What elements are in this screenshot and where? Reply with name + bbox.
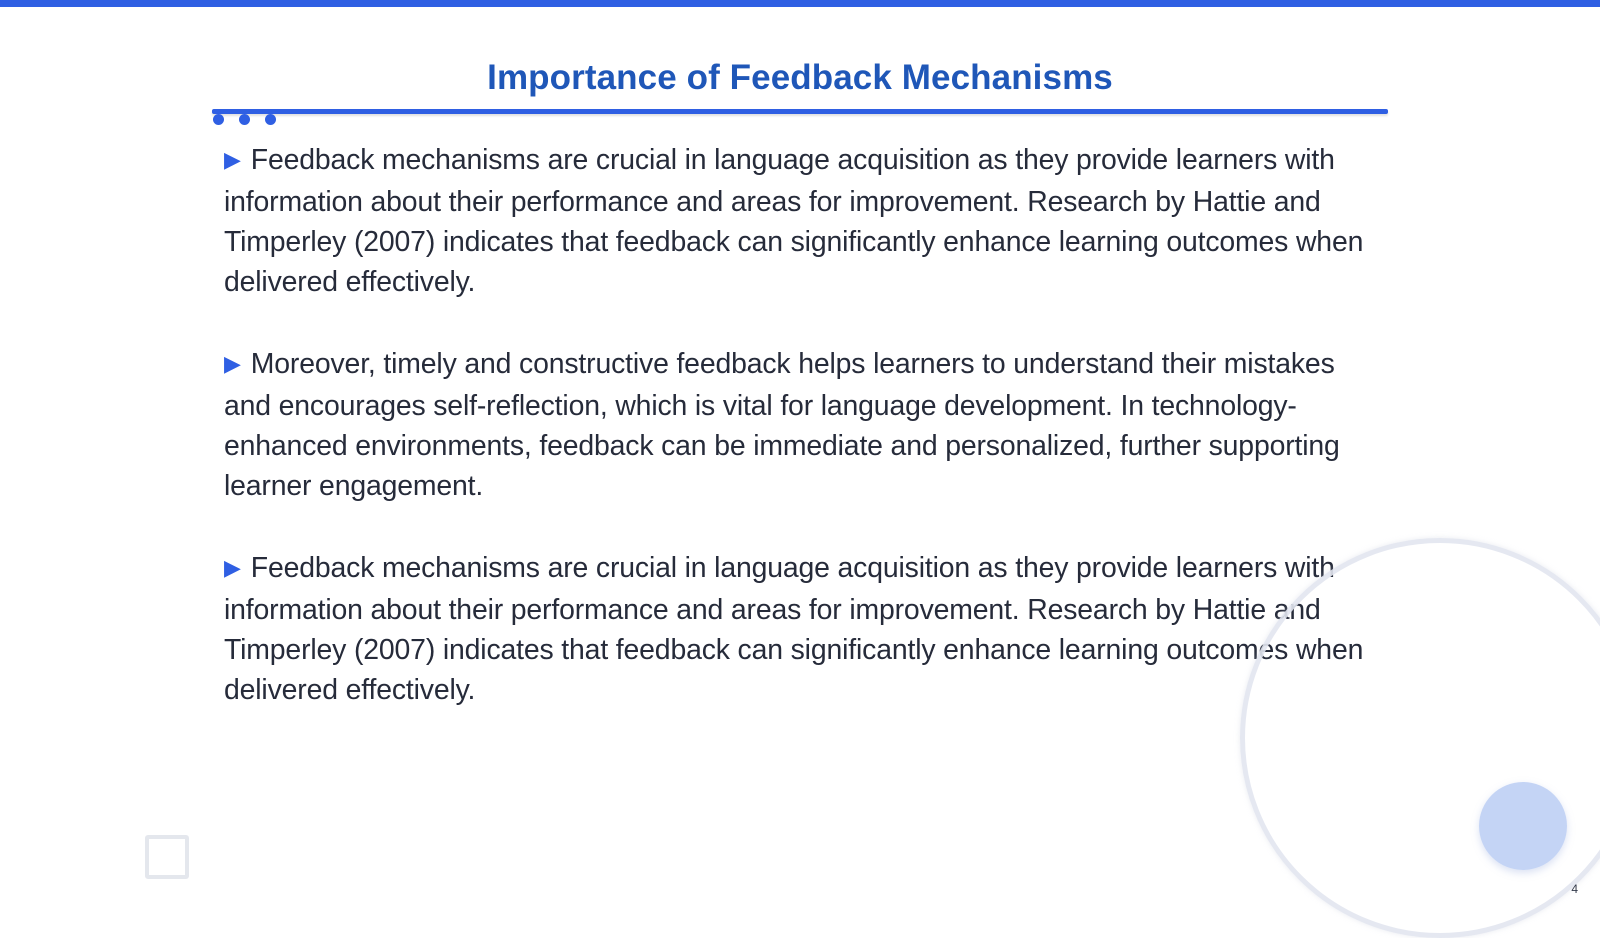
bullet-item <box>224 548 1384 710</box>
divider-dot <box>265 114 276 125</box>
divider-dot <box>239 114 250 125</box>
bullet-item <box>224 140 1384 302</box>
triangle-bullet-icon: ▶ <box>224 351 241 376</box>
bullet-text: Moreover, timely and constructive feedback helps learners to understand their mistakes and encourages self-reflection, which is vital for language development. In technology-enhanced environments, feedback can be immediate and personalized, further supporting learner engagement. <box>224 348 1340 502</box>
top-accent-bar <box>0 0 1600 7</box>
bullet-item <box>224 344 1384 506</box>
decorative-circle <box>1479 782 1567 870</box>
slide-title: Importance of Feedback Mechanisms <box>487 58 1113 97</box>
page-number: 4 <box>1571 882 1578 896</box>
title-divider <box>212 109 1388 114</box>
triangle-bullet-icon: ▶ <box>224 555 241 580</box>
triangle-bullet-icon: ▶ <box>224 147 241 172</box>
bullet-list <box>224 140 1384 752</box>
bullet-text: Feedback mechanisms are crucial in language acquisition as they provide learners with information about their performance and areas for improvement. Research by Hattie and Timperley (2007) indicates that feedback can significantly enhance learning outcomes when delivered effectively. <box>224 144 1364 298</box>
decorative-square <box>145 835 189 879</box>
bullet-text: Feedback mechanisms are crucial in language acquisition as they provide learners with information about their performance and areas for improvement. Research by Hattie and Timperley (2007) indicates that feedback can significantly enhance learning outcomes when delivered effectively. <box>224 552 1364 706</box>
divider-dot <box>213 114 224 125</box>
